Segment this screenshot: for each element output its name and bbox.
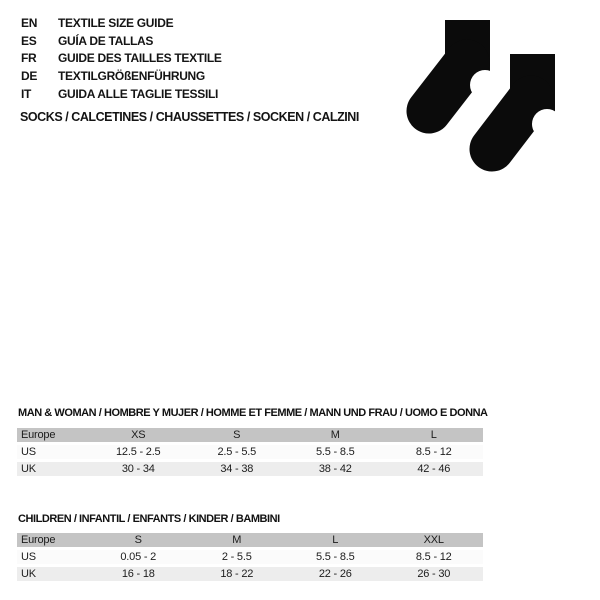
header-cell-size: M [330,429,340,441]
size-value: 5.5 - 8.5 [315,445,355,458]
table-header-row [17,428,483,442]
language-code: ES [21,33,37,48]
language-row [21,32,222,50]
table-row-us [17,550,483,565]
language-label: GUÍA DE TALLAS [58,33,154,48]
size-value: 18 - 22 [220,567,254,580]
size-table-children [17,533,483,584]
sock-right-heel-cutout [532,109,562,139]
table-title-man-woman: MAN & WOMAN / HOMBRE Y MUJER / HOMME ET FEMME / MANN UND FRAU / UOMO E DONNA [18,407,488,419]
language-row [21,67,222,85]
size-value: 42 - 46 [417,462,451,475]
row-label: US [21,445,36,458]
table-header-row [17,533,483,547]
header-cell-size: L [430,429,437,441]
language-code: DE [21,69,38,84]
category-title: SOCKS / CALCETINES / CHAUSSETTES / SOCKEN / CALZINI [20,110,359,124]
table-title-children: CHILDREN / INFANTIL / ENFANTS / KINDER / BAMBINI [18,513,280,525]
table-row-us [17,445,483,460]
language-label: TEXTILE SIZE GUIDE [58,15,174,30]
size-value: 8.5 - 12 [415,445,452,458]
header-cell-size: XXL [423,534,444,546]
size-value: 34 - 38 [220,462,254,475]
row-label: UK [21,462,36,475]
size-value: 26 - 30 [417,567,451,580]
language-label: GUIDE DES TAILLES TEXTILE [58,51,222,66]
table-row-uk [17,567,483,582]
header-cell-size: L [332,534,339,546]
size-value: 22 - 26 [318,567,352,580]
header-cell-size: XS [131,429,146,441]
socks-icon [400,13,575,178]
size-value: 30 - 34 [121,462,155,475]
size-value: 8.5 - 12 [415,550,452,563]
table-row-uk [17,462,483,477]
size-value: 38 - 42 [318,462,352,475]
header-cell-size: S [134,534,142,546]
language-code: FR [21,51,37,66]
header-cell-size: M [232,534,242,546]
size-value: 16 - 18 [121,567,155,580]
size-value: 2 - 5.5 [221,550,252,563]
size-value: 2.5 - 5.5 [217,445,257,458]
header-cell-region: Europe [21,534,56,546]
language-code: EN [21,15,38,30]
language-guide-list [21,14,222,103]
language-code: IT [21,87,32,102]
language-label: GUIDA ALLE TAGLIE TESSILI [58,87,219,102]
size-value: 5.5 - 8.5 [315,550,355,563]
language-row [21,50,222,68]
sock-left-heel-cutout [470,70,500,100]
row-label: US [21,550,36,563]
row-label: UK [21,567,36,580]
language-row [21,85,222,103]
size-table-man-woman [17,428,483,479]
language-label: TEXTILGRÖßENFÜHRUNG [58,69,205,84]
header-cell-region: Europe [21,429,56,441]
size-value: 12.5 - 2.5 [116,445,161,458]
header-cell-size: S [233,429,241,441]
size-value: 0.05 - 2 [120,550,157,563]
language-row [21,14,222,32]
